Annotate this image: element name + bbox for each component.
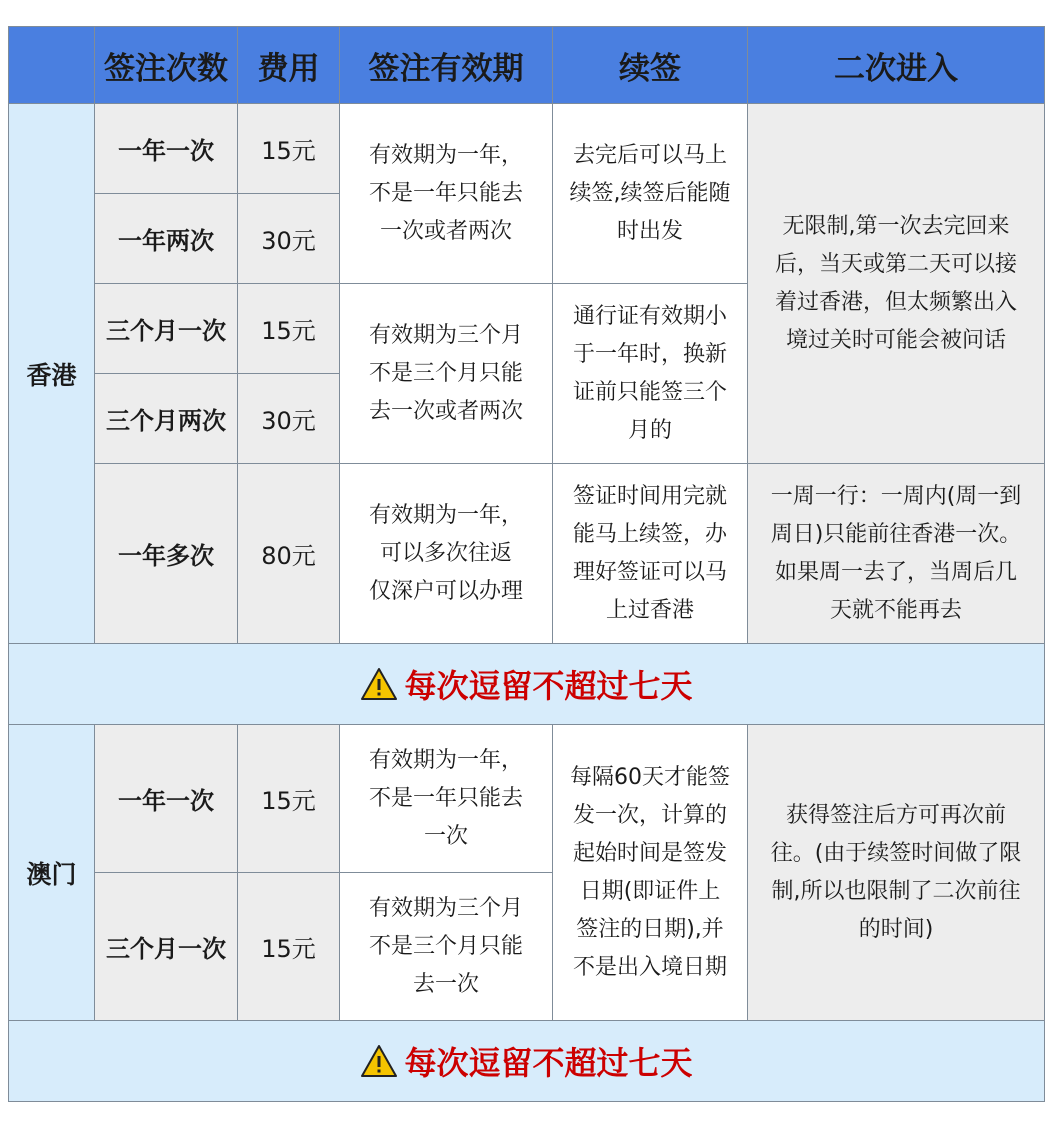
text-line: 后，当天或第二天可以接 (774, 251, 1017, 277)
header-row (9, 27, 1045, 104)
text-line: 无限制,第一次去完回来 (782, 213, 1010, 239)
text-line: 的时间) (858, 916, 934, 942)
text-line: 起始时间是签发 (572, 840, 727, 866)
text-line: 发一次，计算的 (572, 802, 727, 828)
text-line: 上过香港 (605, 597, 694, 623)
header-validity: 签注有效期 (340, 27, 553, 104)
warning-text-group (360, 1038, 692, 1084)
text-line: 不是三个月只能 (368, 933, 523, 959)
renew-cell (553, 464, 748, 644)
text-line: 每隔60天才能签 (570, 764, 730, 790)
fee-cell: 30元 (238, 194, 340, 284)
text-line: 月的 (627, 417, 672, 443)
text-line: 不是三个月只能 (368, 360, 523, 386)
text-line: 通行证有效期小 (572, 303, 727, 329)
text-line: 时出发 (616, 218, 683, 244)
text-line: 签注的日期),并 (576, 916, 724, 942)
validity-cell (340, 104, 553, 284)
text-line: 日期(即证件上 (579, 878, 721, 904)
warning-banner (9, 644, 1045, 725)
text-line: 一周一行：一周内(周一到 (770, 483, 1022, 509)
renew-cell (553, 725, 748, 1021)
warning-banner (9, 1021, 1045, 1102)
frequency-cell: 一年一次 (95, 104, 238, 194)
text-line: 境过关时可能会被问话 (785, 327, 1006, 353)
region-hongkong: 香港 (9, 104, 95, 644)
header-renew: 续签 (553, 27, 748, 104)
text-line: 能马上续签，办 (572, 521, 727, 547)
frequency-cell: 一年两次 (95, 194, 238, 284)
text-line: 不是一年只能去 (368, 785, 523, 811)
text-line: 有效期为三个月 (368, 895, 523, 921)
header-region (9, 27, 95, 104)
text-line: 制,所以也限制了二次前往 (771, 878, 1021, 904)
text-line: 有效期为一年， (368, 747, 523, 773)
text-line: 如果周一去了，当周后几 (774, 559, 1017, 585)
header-reentry: 二次进入 (748, 27, 1045, 104)
text-line: 一次 (423, 823, 468, 849)
text-line: 可以多次往返 (379, 540, 512, 566)
text-line: 获得签注后方可再次前 (785, 802, 1006, 828)
table-row (9, 464, 1045, 644)
warning-icon (360, 667, 398, 701)
text-line: 不是出入境日期 (572, 954, 727, 980)
reentry-cell (748, 104, 1045, 464)
visa-endorsement-table (8, 26, 1045, 1102)
reentry-cell (748, 725, 1045, 1021)
fee-cell: 15元 (238, 725, 340, 873)
fee-cell: 30元 (238, 374, 340, 464)
text-line: 仅深户可以办理 (368, 578, 523, 604)
text-line: 去完后可以马上 (572, 142, 727, 168)
text-line: 一次或者两次 (379, 218, 512, 244)
table-row (9, 725, 1045, 873)
frequency-cell: 三个月一次 (95, 284, 238, 374)
text-line: 有效期为一年， (368, 142, 523, 168)
table-row (9, 104, 1045, 194)
text-line: 证前只能签三个 (572, 379, 727, 405)
text-line: 往。(由于续签时间做了限 (770, 840, 1022, 866)
fee-cell: 80元 (238, 464, 340, 644)
text-line: 签证时间用完就 (572, 483, 727, 509)
validity-cell (340, 725, 553, 873)
warning-row-hongkong (9, 644, 1045, 725)
region-macau: 澳门 (9, 725, 95, 1021)
warning-icon (360, 1044, 398, 1078)
warning-text: 每次逗留不超过七天 (404, 667, 693, 705)
text-line: 有效期为三个月 (368, 322, 523, 348)
warning-row-macau (9, 1021, 1045, 1102)
text-line: 有效期为一年， (368, 502, 523, 528)
text-line: 着过香港，但太频繁出入 (774, 289, 1017, 315)
reentry-cell (748, 464, 1045, 644)
renew-cell (553, 284, 748, 464)
text-line: 续签,续签后能随 (569, 180, 731, 206)
validity-cell (340, 873, 553, 1021)
frequency-cell: 三个月一次 (95, 873, 238, 1021)
validity-cell (340, 284, 553, 464)
header-fee: 费用 (238, 27, 340, 104)
text-line: 于一年时，换新 (572, 341, 727, 367)
fee-cell: 15元 (238, 873, 340, 1021)
text-line: 天就不能再去 (829, 597, 962, 623)
header-frequency: 签注次数 (95, 27, 238, 104)
fee-cell: 15元 (238, 104, 340, 194)
warning-text-group (360, 661, 692, 707)
frequency-cell: 三个月两次 (95, 374, 238, 464)
text-line: 去一次 (412, 971, 479, 997)
text-line: 去一次或者两次 (368, 398, 523, 424)
text-line: 周日)只能前往香港一次。 (770, 521, 1022, 547)
frequency-cell: 一年一次 (95, 725, 238, 873)
text-line: 不是一年只能去 (368, 180, 523, 206)
fee-cell: 15元 (238, 284, 340, 374)
frequency-cell: 一年多次 (95, 464, 238, 644)
validity-cell (340, 464, 553, 644)
text-line: 理好签证可以马 (572, 559, 727, 585)
renew-cell (553, 104, 748, 284)
warning-text: 每次逗留不超过七天 (404, 1044, 693, 1082)
